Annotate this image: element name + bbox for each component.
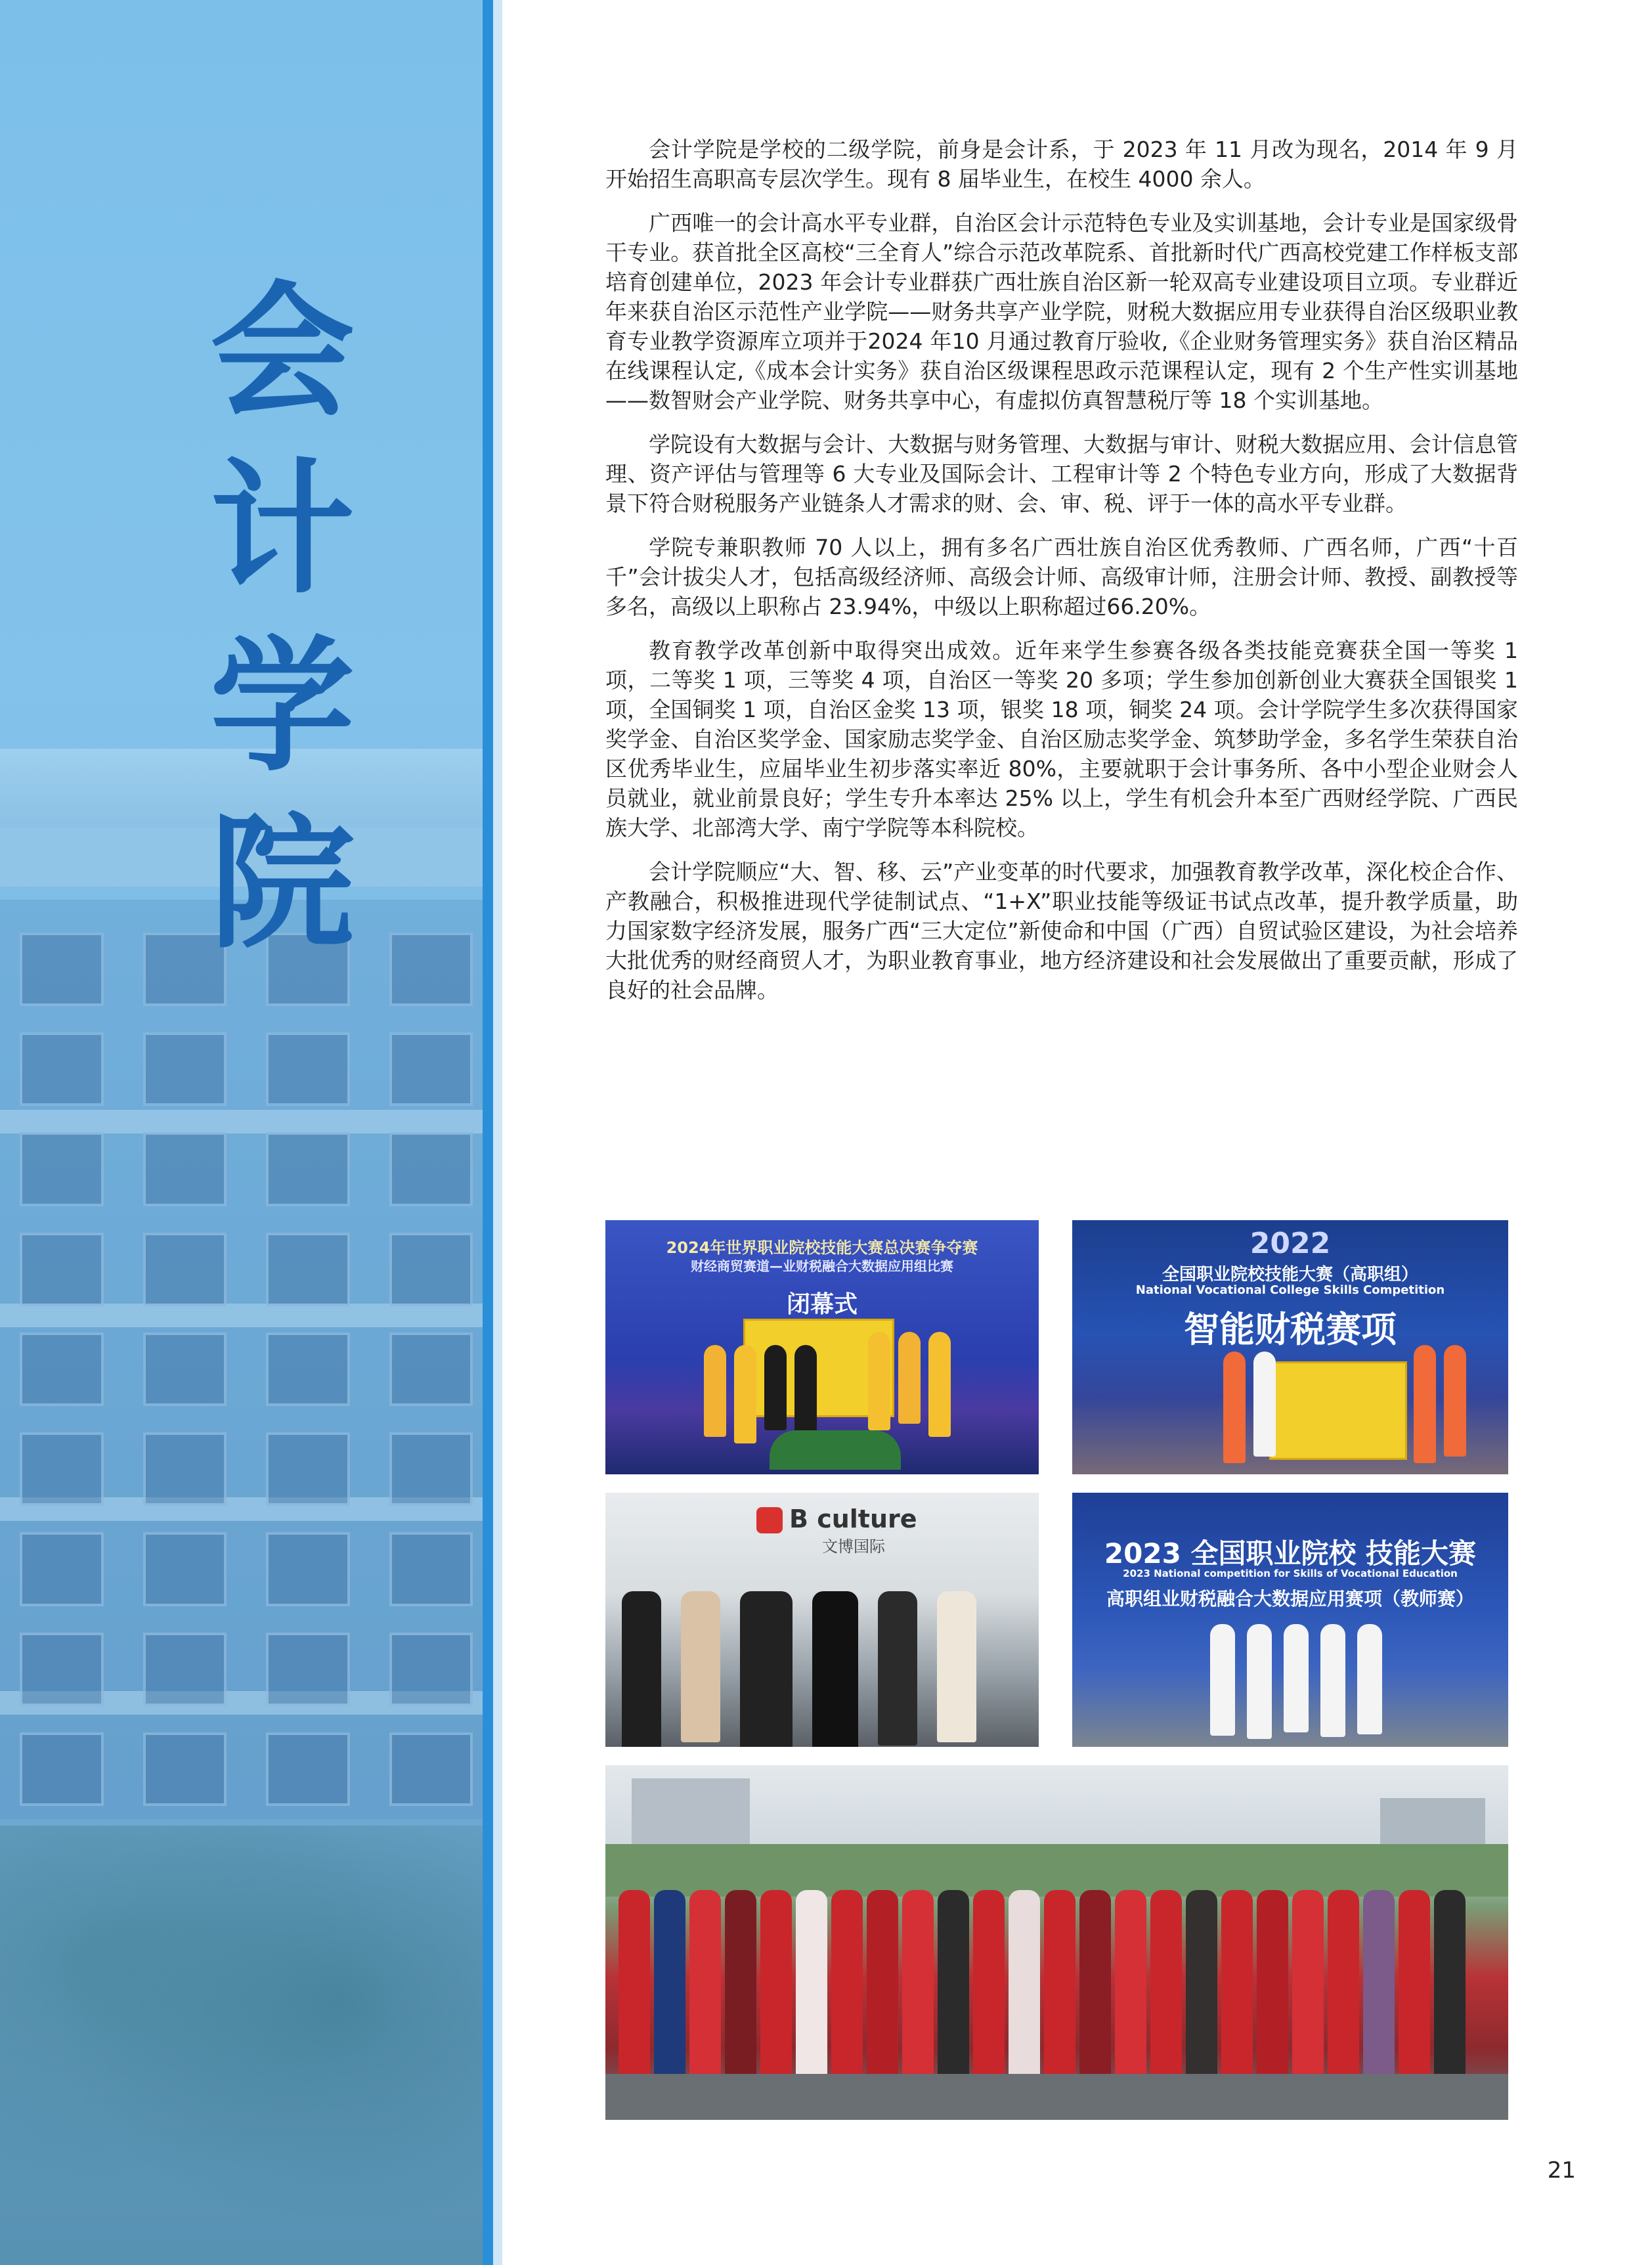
page-title: 会计学院 xyxy=(209,266,355,968)
company-logo-subtext: 文博国际 xyxy=(822,1537,885,1556)
paragraph: 教育教学改革创新中取得突出成效。近年来学生参赛各级各类技能竞赛获全国一等奖 1 项，二等奖 1 项，三等奖 4 项，自治区一等奖 20 多项；学生参加创新创业大赛获全国银奖 1 项，全国铜奖 1 项，自治区金奖 13 项，银奖 18 项，铜奖 24 项。会计学院学生多次获得国家奖学金、自治区奖学金、国家励志奖学金、自治区励志奖学金、筑梦助学金，多名学生荣获自治区优秀毕业生，应届毕业生初步落实率近 80%，主要就职于会计事务所、各中小型企业财会人员就业，就业前景良好；学生专升本率达 25% 以上，学生有机会升本至广西财经学院、广西民族大学、北部湾大学、南宁学院等本科院校。 xyxy=(605,638,1518,841)
banner-text: 财经商贸赛道—业财税融合大数据应用组比赛 xyxy=(691,1258,953,1274)
photo-skills-competition-2022 xyxy=(1072,1220,1508,1474)
people-group xyxy=(1210,1624,1382,1739)
paragraph: 会计学院是学校的二级学院，前身是会计系，于 2023 年 11 月改为现名，2014 年 9 月开始招生高职高专层次学生。现有 8 届毕业生，在校生 4000 余人。 xyxy=(605,137,1518,192)
trees-image xyxy=(0,1826,483,2265)
banner-text: 全国职业院校技能大赛（高职组） xyxy=(1162,1265,1418,1285)
people-group xyxy=(619,1890,1466,2094)
people-group xyxy=(622,1591,976,1747)
banner-title: 智能财税赛项 xyxy=(1184,1309,1397,1350)
plants xyxy=(770,1430,901,1470)
banner-text: 2024年世界职业院校技能大赛总决赛争夺赛 xyxy=(666,1239,978,1257)
page-number: 21 xyxy=(1547,2157,1576,2184)
paragraph: 广西唯一的会计高水平专业群，自治区会计示范特色专业及实训基地，会计专业是国家级骨干专业。获首批全区高校“三全育人”综合示范改革院系、首批新时代广西高校党建工作样板支部培育创建单位，2023 年会计专业群获广西壮族自治区新一轮双高专业建设项目立项。专业群近年来获自治区示范性产业学院——财务共享产业学院，财税大数据应用专业获得自治区级职业教育专业教学资源库立项并于2024 年10 月通过教育厅验收,《企业财务管理实务》获自治区精品在线课程认定,《成本会计实务》获自治区级课程思政示范课程认定，现有 2 个生产性实训基地——数智财会产业学院、财务共享中心，有虚拟仿真智慧税厅等 18 个实训基地。 xyxy=(605,210,1518,413)
company-logo-icon xyxy=(756,1507,783,1533)
banner-year: 2022 xyxy=(1250,1227,1331,1260)
school-flag xyxy=(1269,1361,1407,1460)
ground xyxy=(605,2074,1508,2120)
divider-bar-light xyxy=(493,0,502,2265)
people-group xyxy=(868,1332,951,1437)
building-windows xyxy=(20,933,473,1806)
paragraph: 会计学院顺应“大、智、移、云”产业变革的时代要求，加强教育教学改革，深化校企合作、产教融合，积极推进现代学徒制试点、“1+X”职业技能等级证书试点改革，提升教学质量，助力国家数字经济发展，服务广西“三大定位”新使命和中国（广西）自贸试验区建设，为社会培养大批优秀的财经商贸人才，为职业教育事业，地方经济建设和社会发展做出了重要贡献，形成了良好的社会品牌。 xyxy=(605,859,1518,1003)
banner-title: 2023 全国职业院校 技能大赛 xyxy=(1104,1537,1477,1570)
photo-closing-ceremony xyxy=(605,1220,1039,1474)
photo-company-visit xyxy=(605,1493,1039,1747)
paragraph: 学院专兼职教师 70 人以上，拥有多名广西壮族自治区优秀教师、广西名师，广西“十百千”会计拔尖人才，包括高级经济师、高级会计师、高级审计师，注册会计师、教授、副教授等多名，高级以上职称占 23.94%，中级以上职称超过66.20%。 xyxy=(605,535,1518,619)
banner-text: 高职组业财税融合大数据应用赛项（教师赛） xyxy=(1106,1588,1474,1610)
banner-text: 闭幕式 xyxy=(786,1291,858,1318)
paragraph: 学院设有大数据与会计、大数据与财务管理、大数据与审计、财税大数据应用、会计信息管理、资产评估与管理等 6 大专业及国际会计、工程审计等 2 个特色专业方向，形成了大数据背景下符合财税服务产业链条人才需求的财、会、审、税、评于一体的高水平专业群。 xyxy=(605,431,1518,516)
photo-group-festival xyxy=(605,1765,1508,2120)
side-decorative-panel xyxy=(0,0,483,2265)
company-logo-text: B culture xyxy=(789,1505,917,1533)
banner-text: 2023 National competition for Skills of Vocational Education xyxy=(1123,1568,1458,1579)
people-group xyxy=(1223,1352,1276,1463)
photo-skills-competition-2023 xyxy=(1072,1493,1508,1747)
banner-text: National Vocational College Skills Competition xyxy=(1135,1283,1445,1297)
people-group xyxy=(704,1345,817,1443)
article-body xyxy=(605,135,1518,1019)
trees xyxy=(605,1844,1508,1897)
people-group xyxy=(1414,1345,1466,1463)
divider-bar xyxy=(483,0,493,2265)
